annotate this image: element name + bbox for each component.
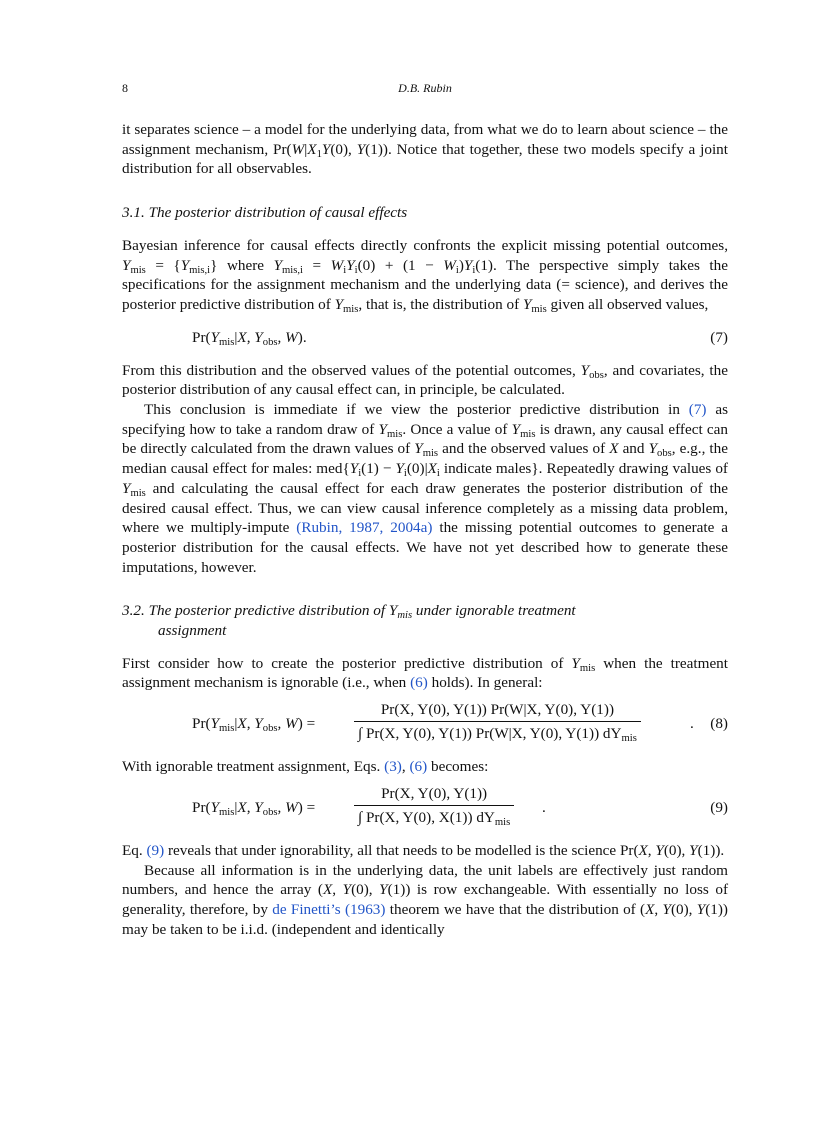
equation-8-lhs: $Pr(Y_{mis}|X$, $Y_{obs}$, W) =	[192, 715, 316, 735]
paragraph-because: Because all information is in the underlying data, the unit labels are effectively just random numbers, and hence the array (X, Y(0), Y(1)) is row exchangeable. With essentially no loss of generality, therefore, by de Finetti’s (1963) theorem we have that the distribution of (X, Y(0), Y(1)) may be taken to be i.i.d. (independent and identically	[122, 861, 729, 938]
paragraph-eq9-reveals: Eq. (9) reveals that under ignorability, all that needs to be modelled is the science Pr(X, Y(0), Y(1)).	[122, 841, 725, 859]
equation-reference-link[interactable]: (9)	[146, 841, 165, 859]
equation-8-fraction	[354, 699, 641, 744]
page-body	[122, 120, 728, 939]
fraction-denominator: ∫ Pr(X, Y(0), Y(1)) Pr(W|X, Y(0), Y(1)) $dY_{mis}$	[354, 721, 641, 744]
equation-number: (9)	[710, 798, 728, 816]
equation-7-body: $Pr(Y_{mis}|X$, $Y_{obs}$, W).	[192, 328, 307, 348]
equation-7	[122, 323, 728, 353]
equation-9-lhs: $Pr(Y_{mis}|X$, $Y_{obs}$, W) =	[192, 798, 316, 818]
paragraph-intro: it separates science – a model for the underlying data, from what we do to learn about science – the assignment mechanism, $Pr(W|X_1Y(0)$, Y(1)). Notice that together, these two models specify a joint distribution for all observables.	[122, 121, 728, 178]
equation-number: (8)	[710, 715, 728, 733]
paragraph-bayesian: Bayesian inference for causal effects directly confronts the explicit missing potential outcomes, $Y_{mis} = \{Y_{mis,i}\}$ where $Y_{mis,i} = W_iY_i(0) + (1 - W_i)Y_i(1)$. The perspective simply takes the specifications for the assignment mechanism and the underlying data (= science), and derives the posterior predictive distribution of $Y_{mis}$, that is, the distribution of $Y_{mis}$ given all observed values,	[122, 236, 728, 315]
equation-9	[122, 783, 728, 833]
fraction-numerator: Pr(X, Y(0), Y(1))	[381, 784, 488, 802]
equation-reference-link[interactable]: (3)	[384, 758, 402, 776]
page-number: 8	[122, 81, 128, 95]
fraction-numerator: Pr(X, Y(0), Y(1)) Pr(W|X, Y(0), Y(1))	[380, 701, 615, 719]
citation-link[interactable]: (Rubin, 1987, 2004a)	[296, 519, 433, 537]
equation-reference-link[interactable]: (6)	[409, 758, 428, 776]
paragraph-with-ignorable: With ignorable treatment assignment, Eqs. (3), (6) becomes:	[122, 758, 489, 776]
equation-9-fraction	[354, 783, 514, 828]
paragraph-first-consider: First consider how to create the posterior predictive distribution of $Y_{mis}$ when the treatment assignment mechanism is ignorable (i.e., when (6) holds). In general:	[122, 654, 728, 692]
section-heading-3-1: 3.1. The posterior distribution of causal effects	[122, 204, 408, 222]
citation-link[interactable]: de Finetti’s (1963)	[272, 900, 386, 918]
fraction-denominator: ∫ Pr(X, Y(0), X(1)) $dY_{mis}$	[354, 805, 514, 828]
equation-8-tail: .	[690, 715, 694, 733]
equation-8	[122, 699, 728, 749]
paragraph-conclusion: This conclusion is immediate if we view the posterior predictive distribution in (7) as specifying how to take a random draw of $Y_{mis}$. Once a value of $Y_{mis}$ is drawn, any causal effect can be directly calculated from the drawn values of $Y_{mis}$ and the observed values of X and $Y_{obs}$, e.g., the median causal effect for males: $med\{Y_i(1) - Y_i(0)|X_i$ indicate males}. Repeatedly drawing values of $Y_{mis}$ and calculating the causal effect for each draw generates the posterior distribution of the desired causal effect. Thus, we can view causal inference completely as a missing data problem, where we multiply-impute (Rubin, 1987, 2004a) the missing potential outcomes to generate a posterior distribution for the causal effects. We have not yet described how to generate these imputations, however.	[122, 401, 728, 576]
equation-number: (7)	[710, 328, 728, 346]
equation-reference-link[interactable]: (6)	[410, 674, 428, 692]
section-heading-3-2: 3.2. The posterior predictive distribution of $Y_{mis}$ under ignorable treatment assignment	[122, 602, 576, 640]
running-title: D.B. Rubin	[398, 81, 452, 95]
equation-9-tail: .	[542, 798, 546, 816]
page-header	[122, 81, 728, 99]
paragraph-from-distribution: From this distribution and the observed values of the potential outcomes, $Y_{obs}$, and covariates, the posterior distribution of any causal effect can, in principle, be calculated.	[122, 361, 728, 399]
equation-reference-link[interactable]: (7)	[688, 401, 707, 419]
